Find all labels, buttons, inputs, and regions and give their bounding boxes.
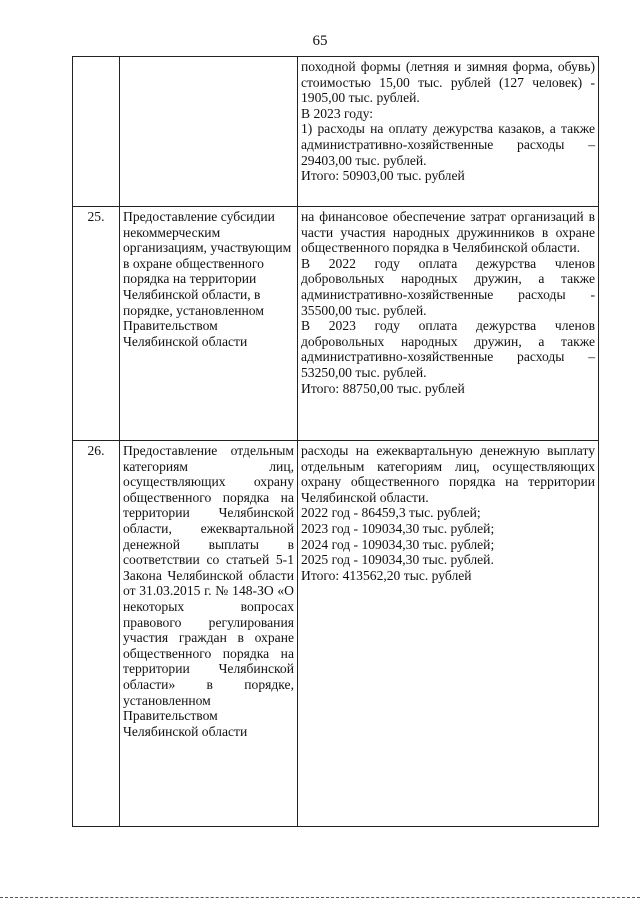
description-paragraph: В 2023 году оплата дежурства членов добровольных народных дружин, а также административно-хозяйственные расходы – 53250,00 тыс. рублей. (301, 318, 595, 380)
measure-description (298, 207, 599, 441)
table-row (73, 207, 599, 441)
measures-table (72, 56, 599, 827)
description-paragraph: В 2023 году: (301, 105, 374, 121)
scan-edge-line (0, 897, 640, 898)
description-paragraph: 2024 год - 109034,30 тыс. рублей; (301, 536, 495, 552)
measure-name: Предоставление отдельным категориям лиц, осуществляющих охрану общественного порядка на территории Челябинской области, ежеквартальной денежной выплаты в соответствии со статьей 5-1 Закона Челябинской области от 31.03.2015 г. № 148-ЗО «О некоторых вопросах правового регулирования участия граждан в охране общественного порядка на территории Челябинской области» в порядке, установленном Правительством Челябинской области (120, 441, 298, 827)
description-paragraph: 2022 год - 86459,3 тыс. рублей; (301, 505, 481, 521)
description-paragraph: 2025 год - 109034,30 тыс. рублей. (301, 552, 494, 568)
measure-description (298, 57, 599, 207)
row-number: 25. (73, 207, 120, 441)
description-paragraph: В 2022 году оплата дежурства членов добровольных народных дружин, а также административно-хозяйственные расходы - 35500,00 тыс. рублей. (301, 255, 595, 318)
description-paragraph: расходы на ежеквартальную денежную выплату отдельным категориям лиц, осуществляющих охрану общественного порядка на территории Челябинской области. (301, 443, 595, 505)
description-paragraph: 2023 год - 109034,30 тыс. рублей; (301, 520, 495, 536)
description-paragraph: 1) расходы на оплату дежурства казаков, а также административно-хозяйственные расходы – 29403,00 тыс. рублей. (301, 121, 595, 168)
row-number: 26. (73, 441, 120, 827)
measure-name: Предоставление субсидии некоммерческим организациям, участвующим в охране общественного порядка на территории Челябинской области, в порядке, установленном Правительством Челябинской области (120, 207, 298, 441)
page-number: 65 (312, 33, 328, 49)
measure-description (298, 441, 599, 827)
row-number (73, 57, 120, 207)
table-row (73, 57, 599, 207)
description-paragraph: Итого: 50903,00 тыс. рублей (301, 168, 465, 184)
description-paragraph: на финансовое обеспечение затрат организаций в части участия народных дружинников в охране общественного порядка в Челябинской области. (301, 209, 595, 256)
description-paragraph: походной формы (летняя и зимняя форма, обувь) стоимостью 15,00 тыс. рублей (127 человек) - 1905,00 тыс. рублей. (301, 59, 595, 106)
table-row (73, 441, 599, 827)
description-paragraph: Итого: 413562,20 тыс. рублей (301, 567, 472, 583)
description-paragraph: Итого: 88750,00 тыс. рублей (301, 380, 465, 396)
measure-name (120, 57, 298, 207)
